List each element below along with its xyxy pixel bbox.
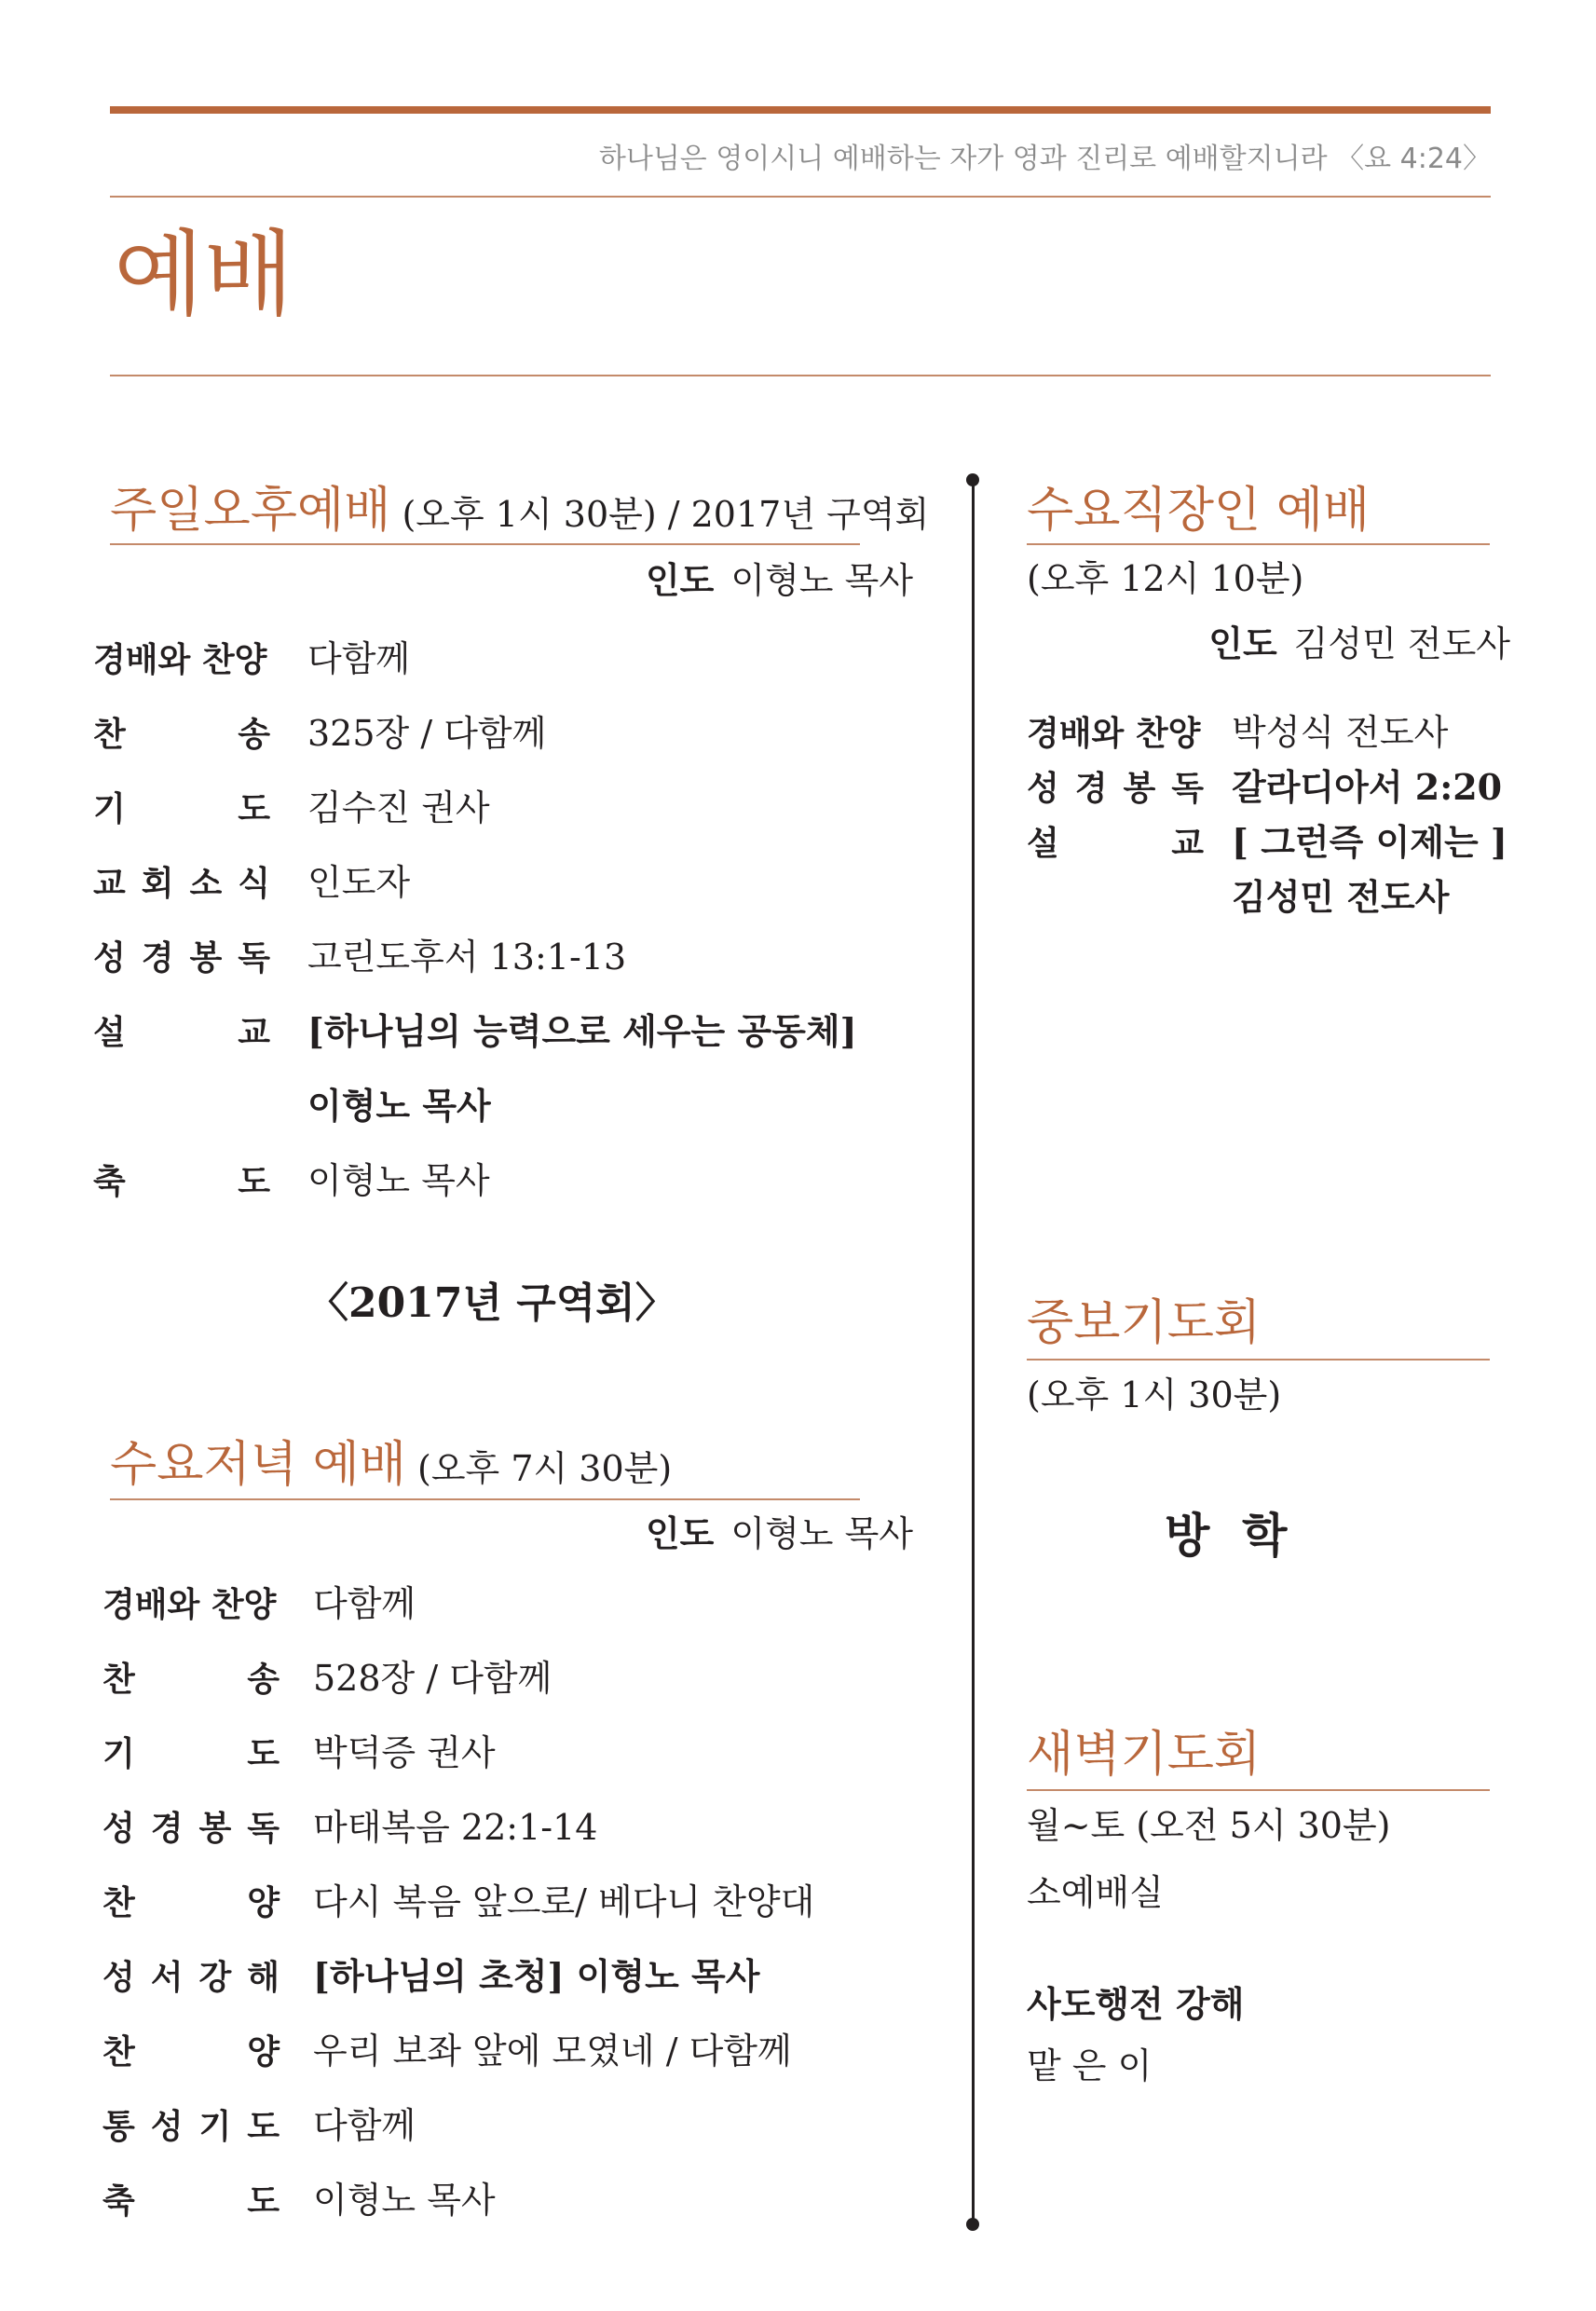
order-value: 528장 / 다함께 [313, 1658, 552, 1699]
leader-name: 김성민 전도사 [1293, 623, 1510, 664]
wednesday-workers-heading [1027, 483, 1371, 539]
dawn-place: 소예배실 [1027, 1872, 1164, 1913]
divider-bottom-dot [966, 2218, 979, 2231]
wednesday-evening-leader [646, 1505, 913, 1556]
dawn-heading [1027, 1727, 1262, 1783]
page-title: 예배 [114, 220, 294, 329]
order-label: 설 교 [93, 1014, 270, 1052]
sunday-afternoon-leader [646, 552, 913, 603]
order-label: 성 서 강 해 [102, 1959, 280, 1997]
order-value: 다함께 [307, 638, 411, 679]
dawn-speaker: 맡 은 이 [1027, 2045, 1153, 2086]
order-label: 교 회 소 식 [93, 865, 270, 903]
sunday-note: 〈2017년 구역회〉 [307, 1279, 676, 1327]
order-row [1027, 704, 1448, 759]
section-title: 새벽기도회 [1027, 1727, 1262, 1783]
order-row [93, 854, 410, 928]
order-value: 고린도후서 13:1-13 [307, 937, 627, 978]
section-title: 수요직장인 예배 [1027, 483, 1371, 539]
wednesday-workers-time: (오후 12시 10분) [1027, 558, 1304, 599]
section-rule [1027, 543, 1490, 545]
dawn-study: 사도행전 강해 [1027, 1984, 1245, 2025]
order-row [93, 1003, 857, 1077]
order-value: 다시 복음 앞으로/ 베다니 찬양대 [313, 1881, 815, 1922]
order-value: [하나님의 능력으로 세우는 공동체] [307, 1010, 857, 1052]
order-value: 박덕증 권사 [313, 1732, 496, 1773]
order-row [102, 1724, 496, 1798]
section-title: 수요저녁 예배 [110, 1437, 406, 1493]
title-divider [110, 375, 1491, 376]
order-label: 경배와 찬양 [93, 641, 267, 679]
order-label: 통 성 기 도 [102, 2108, 280, 2146]
order-label: 찬 양 [102, 1884, 280, 1922]
order-row [1027, 868, 1449, 923]
order-label: 기 도 [93, 790, 270, 828]
header-divider [110, 196, 1491, 198]
order-row [93, 779, 490, 854]
order-row [102, 1575, 416, 1649]
leader-label: 인도 [645, 1513, 715, 1554]
order-label: 축 도 [102, 2182, 280, 2221]
order-value: 이형노 목사 [307, 1085, 491, 1127]
section-rule [110, 1498, 860, 1500]
order-label: 성 경 봉 독 [102, 1810, 280, 1848]
sunday-afternoon-heading [110, 483, 930, 539]
leader-label: 인도 [1208, 623, 1277, 664]
order-label: 축 도 [93, 1163, 270, 1201]
order-row [93, 630, 410, 704]
order-value: 우리 보좌 앞에 모였네 / 다함께 [313, 2031, 792, 2072]
leader-name: 이형노 목사 [730, 560, 913, 601]
section-rule [1027, 1789, 1490, 1791]
order-row [102, 2022, 792, 2097]
order-label: 경배와 찬양 [1027, 715, 1201, 753]
order-row [102, 1873, 814, 1948]
order-label: 설 교 [1027, 825, 1204, 863]
order-row [93, 704, 546, 779]
intercessory-time: (오후 1시 30분) [1027, 1374, 1282, 1415]
order-row [102, 1798, 597, 1873]
intercessory-heading [1027, 1295, 1262, 1351]
order-label: 찬 송 [93, 716, 270, 754]
order-row [102, 1649, 552, 1724]
order-value: 인도자 [307, 862, 411, 903]
order-row [93, 928, 626, 1003]
order-row [93, 1077, 491, 1152]
order-value: 이형노 목사 [313, 2180, 496, 2221]
section-title: 중보기도회 [1027, 1295, 1262, 1351]
order-label: 경배와 찬양 [102, 1586, 277, 1624]
order-value: [ 그런즉 이제는 ] [1232, 821, 1507, 863]
leader-label: 인도 [645, 560, 715, 601]
order-label: 성 경 봉 독 [1027, 770, 1204, 808]
order-row [102, 2097, 416, 2171]
wednesday-evening-heading [110, 1437, 673, 1493]
order-value: 325장 / 다함께 [307, 713, 547, 754]
order-row [102, 2171, 496, 2246]
order-value: 김성민 전도사 [1232, 876, 1450, 918]
order-value: 박성식 전도사 [1232, 712, 1449, 753]
order-label: 찬 송 [102, 1661, 280, 1699]
order-row [102, 1948, 759, 2022]
order-label: 기 도 [102, 1735, 280, 1773]
leader-name: 이형노 목사 [730, 1513, 913, 1554]
order-value: 다함께 [313, 1583, 416, 1624]
dawn-time: 월~토 (오전 5시 30분) [1027, 1805, 1391, 1846]
top-accent-rule [110, 106, 1491, 114]
order-value: 김수진 권사 [307, 787, 490, 828]
section-time: (오후 7시 30분) [405, 1448, 673, 1489]
section-time: (오후 1시 30분) / 2017년 구역회 [390, 494, 930, 535]
wednesday-workers-leader [1208, 615, 1510, 666]
order-value: 다함께 [313, 2105, 416, 2146]
section-title: 주일오후예배 [110, 483, 391, 539]
order-value: 마태복음 22:1-14 [313, 1807, 598, 1848]
order-label: 성 경 봉 독 [93, 939, 270, 978]
divider-top-dot [966, 473, 979, 486]
order-row [1027, 759, 1502, 814]
section-rule [1027, 1359, 1490, 1361]
order-row [1027, 814, 1507, 868]
intercessory-status: 방 학 [1165, 1509, 1288, 1563]
order-value: 이형노 목사 [307, 1160, 490, 1201]
column-divider [972, 480, 975, 2224]
order-label: 찬 양 [102, 2033, 280, 2072]
order-row [93, 1152, 490, 1226]
header-verse: 하나님은 영이시니 예배하는 자가 영과 진리로 예배할지니라 〈요 4:24〉 [598, 143, 1491, 175]
order-value: [하나님의 초청] 이형노 목사 [313, 1955, 760, 1997]
order-value: 갈라디아서 2:20 [1232, 766, 1503, 808]
section-rule [110, 543, 860, 545]
